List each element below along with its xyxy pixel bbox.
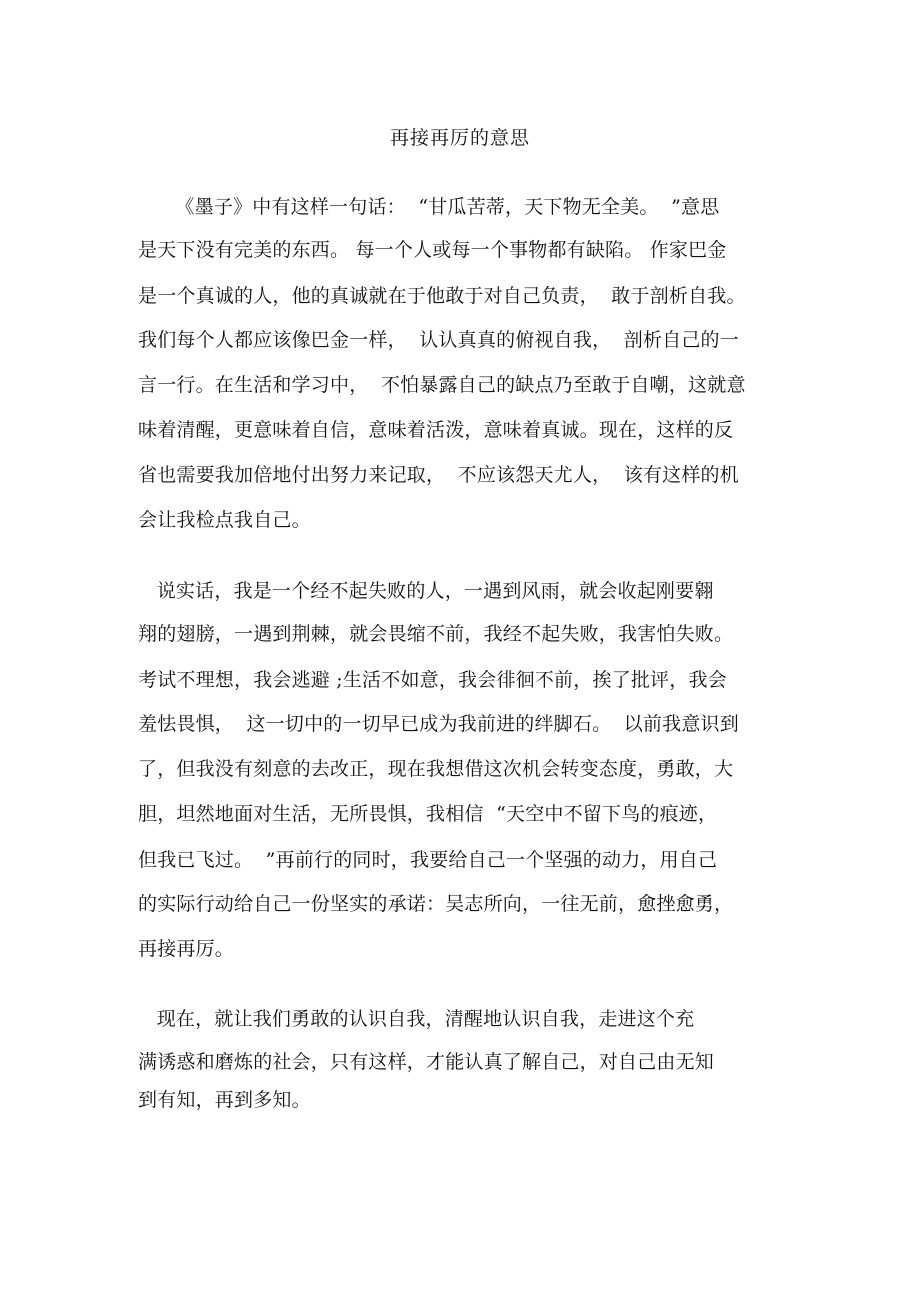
paragraph-line: 味着清醒，更意味着自信，意味着活泼，意味着真诚。现在，这样的反 <box>138 419 734 441</box>
paragraph-line: 会让我检点我自己。 <box>138 509 311 531</box>
paragraph-line: 我们每个人都应该像巴金一样， 认认真真的俯视自我， 剖析自己的一 <box>138 329 739 351</box>
paragraph-line: 《墨子》中有这样一句话： “甘瓜苦蒂，天下物无全美。 ”意思 <box>138 196 720 218</box>
paragraph-line: 满诱惑和磨炼的社会，只有这样，才能认真了解自己，对自己由无知 <box>138 1051 715 1073</box>
paragraph-line: 考试不理想，我会逃避 ;生活不如意，我会徘徊不前，挨了批评，我会 <box>138 669 727 691</box>
paragraph-line: 羞怯畏惧， 这一切中的一切早已成为我前进的绊脚石。 以前我意识到 <box>138 713 739 735</box>
paragraph-line: 但我已飞过。 ”再前行的同时，我要给自己一个坚强的动力，用自己 <box>138 849 718 871</box>
paragraph-line: 说实话，我是一个经不起失败的人，一遇到风雨，就会收起刚要翱 <box>138 580 714 602</box>
paragraph-line: 的实际行动给自己一份坚实的承诺：吴志所向，一往无前，愈挫愈勇， <box>138 893 734 915</box>
paragraph-line: 言一行。在生活和学习中， 不怕暴露自己的缺点乃至敢于自嘲，这就意 <box>138 374 746 396</box>
paragraph-line: 再接再厉。 <box>138 938 235 960</box>
paragraph-line: 是天下没有完美的东西。 每一个人或每一个事物都有缺陷。 作家巴金 <box>138 239 727 261</box>
document-title: 再接再厉的意思 <box>389 127 530 149</box>
paragraph-line: 翔的翅膀，一遇到荆棘，就会畏缩不前，我经不起失败，我害怕失败。 <box>138 623 734 645</box>
paragraph-line: 了，但我没有刻意的去改正，现在我想借这次机会转变态度，勇敢，大 <box>138 758 734 780</box>
paragraph-line: 现在，就让我们勇敢的认识自我，清醒地认识自我，走进这个充 <box>138 1008 695 1030</box>
paragraph-line: 胆，坦然地面对生活，无所畏惧，我相信 “天空中不留下鸟的痕迹， <box>138 803 718 825</box>
paragraph-line: 到有知，再到多知。 <box>138 1089 311 1111</box>
paragraph-line: 省也需要我加倍地付出努力来记取， 不应该怨天尤人， 该有这样的机 <box>138 464 739 486</box>
paragraph-line: 是一个真诚的人，他的真诚就在于他敢于对自己负责， 敢于剖析自我。 <box>138 285 746 307</box>
